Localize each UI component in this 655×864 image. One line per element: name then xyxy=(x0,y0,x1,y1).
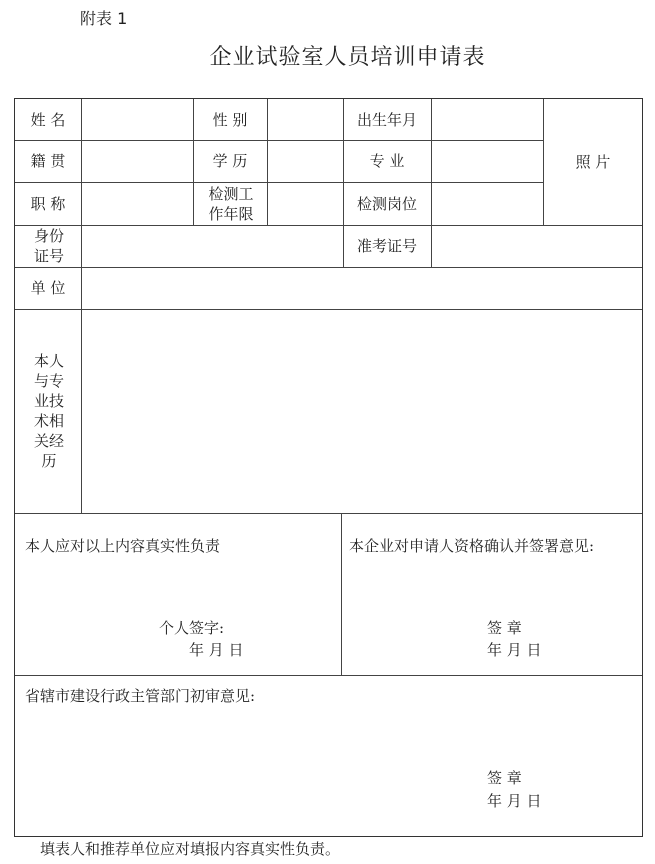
testing-years-field[interactable] xyxy=(268,182,343,225)
education-label: 学 历 xyxy=(212,152,248,170)
form-title: 企业试验室人员培训申请表 xyxy=(209,45,486,70)
authority-seal-label[interactable]: 签 章 xyxy=(487,769,522,787)
testing-post-field[interactable] xyxy=(432,182,543,225)
authority-seal-date[interactable]: 年 月 日 xyxy=(487,792,542,810)
enterprise-seal-label[interactable]: 签 章 xyxy=(487,619,522,637)
exam-number-label: 准考证号 xyxy=(356,237,417,255)
application-form-table xyxy=(14,98,643,837)
enterprise-opinion-statement: 本企业对申请人资格确认并签署意见: xyxy=(349,537,595,555)
exam-number-field[interactable] xyxy=(432,225,642,267)
job-title-label: 职 称 xyxy=(30,194,66,213)
attachment-label: 附表 1 xyxy=(80,9,128,28)
birth-label: 出生年月 xyxy=(356,110,417,129)
column-divider xyxy=(341,513,342,675)
photo-label: 照 片 xyxy=(575,153,611,171)
education-field[interactable] xyxy=(268,140,343,182)
birth-field[interactable] xyxy=(432,99,543,140)
self-responsibility-statement: 本人应对以上内容真实性负责 xyxy=(25,537,221,555)
major-label: 专 业 xyxy=(369,152,405,170)
experience-field[interactable] xyxy=(82,309,642,513)
personal-signature-date[interactable]: 年 月 日 xyxy=(189,641,244,659)
authority-opinion-statement: 省辖市建设行政主管部门初审意见: xyxy=(25,687,256,705)
native-place-field[interactable] xyxy=(82,140,193,182)
gender-field[interactable] xyxy=(268,99,343,140)
unit-field[interactable] xyxy=(82,267,642,309)
experience-label: 本人与专业技术相关经历 xyxy=(33,352,64,470)
gender-label: 性 别 xyxy=(212,110,248,129)
id-number-label: 身份证号 xyxy=(33,227,64,265)
footer-note: 填表人和推荐单位应对填报内容真实性负责。 xyxy=(40,840,341,858)
row-divider xyxy=(15,513,642,514)
name-label: 姓 名 xyxy=(30,110,66,129)
unit-label: 单 位 xyxy=(30,279,66,297)
id-number-field[interactable] xyxy=(82,225,343,267)
enterprise-seal-date[interactable]: 年 月 日 xyxy=(487,641,542,659)
major-field[interactable] xyxy=(432,140,543,182)
photo-area[interactable] xyxy=(544,99,642,225)
testing-years-label: 检测工作年限 xyxy=(208,184,254,223)
job-title-field[interactable] xyxy=(82,182,193,225)
native-place-label: 籍 贯 xyxy=(30,152,66,170)
name-field[interactable] xyxy=(82,99,193,140)
row-divider xyxy=(15,675,642,676)
testing-post-label: 检测岗位 xyxy=(356,194,417,213)
personal-signature-label[interactable]: 个人签字: xyxy=(159,619,225,637)
